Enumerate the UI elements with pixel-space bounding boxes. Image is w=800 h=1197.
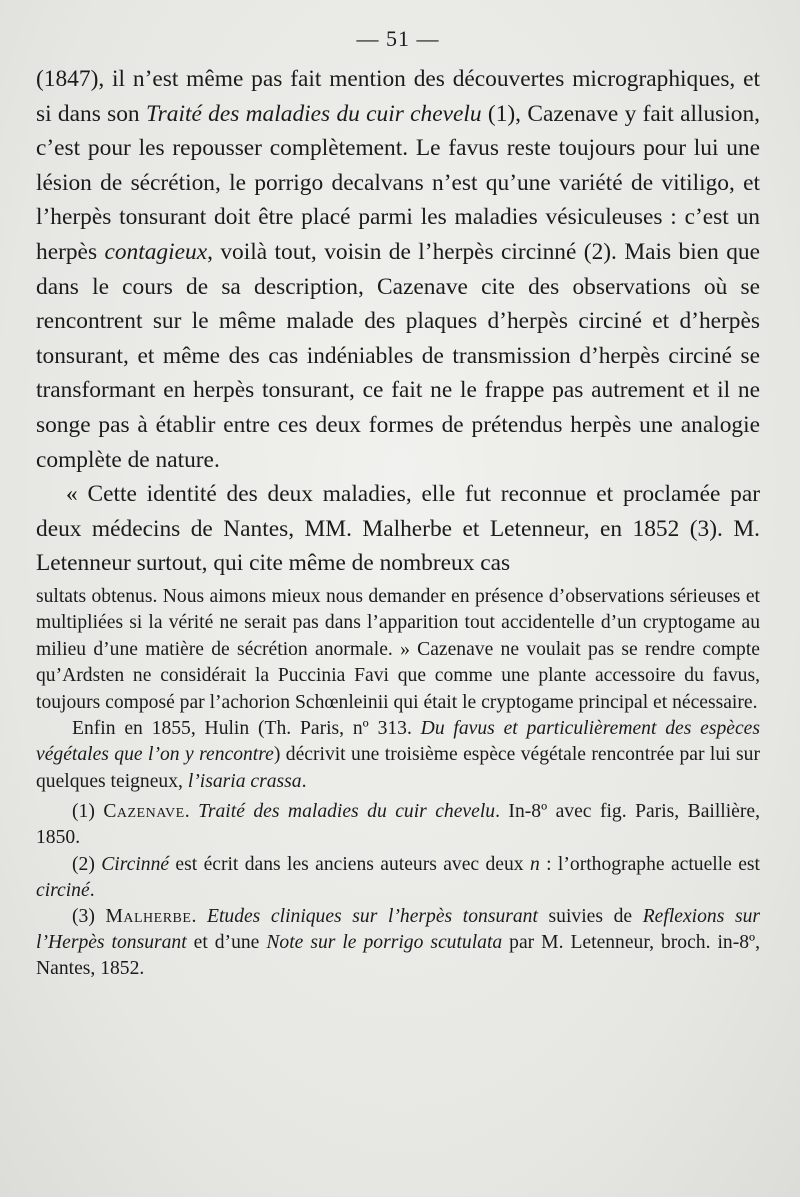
continuation-text: [36, 584, 760, 795]
footnote-title: Etudes cliniques sur l’herpès tonsurant: [206, 905, 538, 927]
paragraph: « Cette identité des deux maladies, elle fut reconnue et proclamée par deux médecins de Nantes, MM. Malherbe et Letenneur, en 1852 (3). M. Letenneur surtout, qui cite même de nombreux cas: [36, 481, 760, 577]
footnote-title: Reflexions sur l’Herpès tonsurant: [36, 905, 760, 954]
footnote-3: (3) Malherbe. Etudes cliniques sur l’herpès tonsurant suivies de Reflexions sur l’Herpès tonsurant et d’une Note sur le porrigo scutulata par M. Letenneur, broch. in-8º, Nantes, 1852.: [36, 905, 760, 980]
footnote-author: Malherbe: [105, 905, 192, 927]
footnote-2: (2) Circinné est écrit dans les anciens auteurs avec deux n : l’orthographe actuelle est circiné.: [36, 853, 760, 901]
footnote-author: Cazenave: [103, 801, 185, 823]
paragraph: sultats obtenus. Nous aimons mieux nous demander en présence d’observations sérieuses et multipliées si la vérité ne serait pas dans l’apparition tout accidentelle d’un cryptogame au milieu d’une matière de sécrétion anormale. » Cazenave ne voulait pas se rendre compte qu’Ardsten ne considérait la Puccinia Favi que comme une plante accessoire du favus, toujours composé par l’achorion Schœnleinii qui était le cryptogame principal et nécessaire.: [36, 585, 760, 713]
paragraph: (1847), il n’est même pas fait mention des découvertes micrographiques, et si dans son Traité des maladies du cuir chevelu (1), Cazenave y fait allusion, c’est pour les repousser complètement. Le favus reste toujours pour lui une lésion de sécrétion, le porrigo decalvans n’est qu’une variété de vitiligo, et l’herpès tonsurant doit être placé parmi les maladies vésiculeuses : c’est un herpès contagieux, voilà tout, voisin de l’herpès circinné (2). Mais bien que dans le cours de sa description, Cazenave cite des observations où se rencontrent sur le même malade des plaques d’herpès circiné et d’herpès tonsurant, et même des cas indéniables de transmission d’herpès circiné se transformant en herpès tonsurant, ce fait ne le frappe pas autrement et il ne songe pas à établir entre ces deux formes de prétendus herpès une analogie complète de nature.: [36, 66, 760, 473]
footnote-title: Traité des maladies du cuir chevelu: [198, 801, 496, 823]
footnote-1: (1) Cazenave. Traité des maladies du cuir chevelu. In-8º avec fig. Paris, Baillière, 1850.: [36, 801, 760, 849]
species-name: l’isaria crassa: [187, 770, 302, 792]
page-number: — 51 —: [356, 26, 440, 51]
thesis-title: Du favus et particulièrement des espèces végétales que l’on y rencontre: [36, 717, 760, 766]
book-title: Traité des maladies du cuir chevelu: [145, 100, 482, 127]
footnote-title: Note sur le porrigo scutulata: [266, 932, 503, 954]
main-text: [36, 62, 760, 581]
emphasis: contagieux: [104, 238, 208, 265]
footnotes: [36, 799, 760, 982]
paragraph: Enfin en 1855, Hulin (Th. Paris, nº 313. Du favus et particulièrement des espèces végétales que l’on y rencontre) décrivit une troisième espèce végétale rencontrée par lui sur quelques teigneux, l’isaria crassa.: [36, 717, 760, 792]
